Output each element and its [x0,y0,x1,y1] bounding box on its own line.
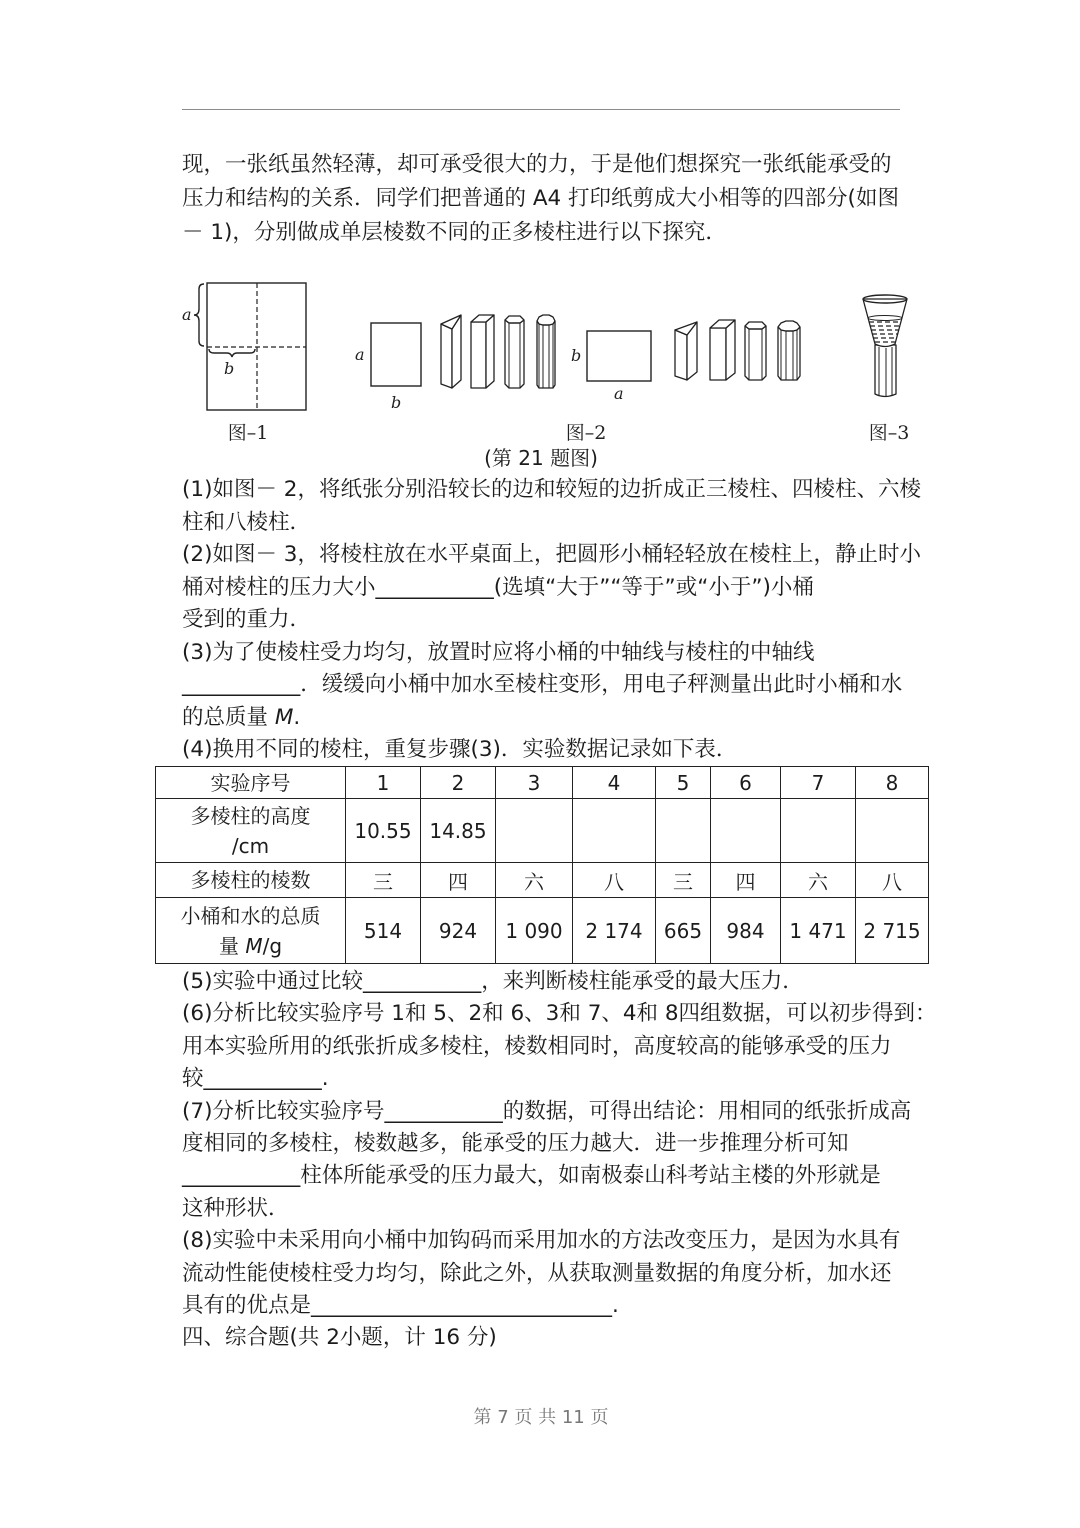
step-3-text: 的总质量 [182,704,275,730]
intro-line: 压力和结构的关系．同学们把普通的 A4 打印纸剪成大小相等的四部分(如图 [182,186,899,211]
step-3-line: (3)为了使棱柱受力均匀，放置时应将小桶的中轴线与棱柱的中轴线 [182,639,815,665]
step-4-line: (4)换用不同的棱柱，重复步骤(3)．实验数据记录如下表． [182,737,738,762]
table-cell: 三 [346,863,421,898]
page-footer: 第 7 页 共 11 页 [473,1407,609,1428]
question-7-line: 度相同的多棱柱，棱数越多，能承受的压力越大．进一步推理分析可知 [182,1130,849,1156]
step-1-line: (1)如图－ 2，将纸张分别沿较长的边和较短的边折成正三棱柱、四棱柱、六棱 [182,477,921,502]
table-cell: 665 [656,898,711,964]
fig2-tall-octagonal-prism [537,315,555,388]
fig2-short-octagonal-prism [778,321,800,380]
figure-3 [863,295,909,444]
question-5-line: (5)实验中通过比较___________，来判断棱柱能承受的最大压力． [182,969,804,994]
intro-line: 现，一张纸虽然轻薄，却可承受很大的力，于是他们想探究一张纸能承受的 [182,152,892,177]
table-cell: 10.55 [346,799,421,863]
table-cell: 2 174 [573,898,656,964]
fig2-short-triangular-prism [675,322,697,380]
step-3-line [182,702,921,735]
table-cell: 六 [781,863,856,898]
table-cell-empty [573,799,656,863]
row-header-unit: /g [262,933,283,958]
bucket-body [863,299,907,347]
question-7-line: (7)分析比较实验序号___________的数据，可得出结论：用相同的纸张折成高 [182,1098,912,1124]
step-2-line: 桶对棱柱的压力大小___________(选填“大于”“等于”或“小于”)小桶 [182,574,814,600]
table-cell: 6 [711,767,781,799]
table-cell: 1 090 [496,898,573,964]
variable-m: M [274,704,294,730]
question-8-line: (8)实验中未采用向小桶中加钩码而采用加水的方法改变压力，是因为水具有 [182,1228,901,1254]
row-header-mass [156,898,346,964]
fig2-tall-triangular-prism [441,315,461,388]
table-cell-empty [496,799,573,863]
fig2-square-label-a: a [355,345,365,364]
figure-group-caption: (第 21 题图) [484,446,598,470]
question-6-line: 较___________. [182,1066,329,1092]
row-header-line: 量 [218,933,246,958]
table-cell: 8 [856,767,929,799]
fig2-short-square-prism [710,320,735,380]
question-6-line: 用本实验所用的纸张折成多棱柱，棱数相同时，高度较高的能够承受的压力 [182,1033,892,1059]
step-3-period: . [293,704,301,730]
step-1-line: 柱和八棱柱． [182,509,312,535]
question-7-line: 这种形状． [182,1195,290,1221]
fig2-tall-square-prism [471,315,494,388]
intro-line: － 1)，分别做成单层棱数不同的正多棱柱进行以下探究． [182,220,727,245]
step-2-line: 受到的重力． [182,607,312,632]
table-cell: 14.85 [421,799,496,863]
table-cell: 六 [496,863,573,898]
fig2-square-label-b: b [391,393,402,412]
table-cell-empty [656,799,711,863]
table-cell-empty [711,799,781,863]
fig1-caption: 图–1 [227,422,269,444]
table-row-height [156,799,929,863]
table-row-mass [156,898,929,964]
row-header-edges: 多棱柱的棱数 [156,863,346,898]
fig1-brace-a [194,284,204,346]
figure-panel [0,260,1080,450]
table-row-trial-number [156,767,929,799]
question-7-line: ___________柱体所能承受的压力最大，如南极泰山科考站主楼的外形就是 [182,1163,881,1189]
table-cell: 四 [421,863,496,898]
figure-1 [182,283,306,444]
variable-m: M [245,933,263,958]
fig2-short-hexagonal-prism [745,322,766,380]
table-cell: 1 [346,767,421,799]
fig1-brace-b [209,349,255,357]
prism-face [486,315,494,388]
data-table [155,766,929,964]
table-cell: 3 [496,767,573,799]
table-cell: 5 [656,767,711,799]
fig2-rect-label-a: a [614,384,624,403]
row-header-trial-number: 实验序号 [156,767,346,799]
table-cell: 八 [573,863,656,898]
section-heading: 四、综合题(共 2小题，计 16 分) [182,1325,497,1351]
fig1-label-a: a [182,305,192,324]
table-cell-empty [856,799,929,863]
table-cell: 984 [711,898,781,964]
table-cell: 三 [656,863,711,898]
prism-face [710,328,726,380]
row-header-line: 小桶和水的总质 [180,903,321,928]
prism-face [726,320,735,380]
question-8-line: 具有的优点是____________________________. [182,1292,619,1318]
table-cell: 2 715 [856,898,929,964]
table-row-edges [156,863,929,898]
table-cell: 2 [421,767,496,799]
fig2-tall-hexagonal-prism [505,316,524,388]
fig3-prism-support [875,345,896,397]
row-header-line: 多棱柱的高度 [190,803,311,828]
figure-2 [355,315,800,444]
fig1-label-b: b [224,359,235,378]
fig2-square-sheet [371,323,421,386]
prism-face [441,324,452,388]
prism-outline [505,316,524,388]
table-cell: 924 [421,898,496,964]
step-3-line: ___________．缓缓向小桶中加水至棱柱变形，用电子秤测量出此时小桶和水 [182,672,903,697]
row-header-unit: /cm [231,833,270,858]
fig2-rect-label-b: b [571,346,582,365]
fig3-caption: 图–3 [868,422,910,444]
table-cell: 1 471 [781,898,856,964]
fig3-bucket [863,295,907,347]
table-cell: 7 [781,767,856,799]
question-6-line: (6)分析比较实验序号 1和 5、2和 6、3和 7、4和 8四组数据，可以初步得到： [182,1001,937,1027]
table-cell: 四 [711,863,781,898]
header-rule [182,109,900,110]
prism-outline [745,322,766,380]
procedure-steps [182,474,921,767]
intro-paragraph [182,148,899,250]
table-cell: 八 [856,863,929,898]
table-cell-empty [781,799,856,863]
question-8-line: 流动性能使棱柱受力均匀，除此之外，从获取测量数据的角度分析，加水还 [182,1260,892,1286]
prism-outline [537,315,555,388]
prism-face [471,322,486,388]
table-cell: 514 [346,898,421,964]
row-header-height [156,799,346,863]
prism-face [675,330,687,380]
fig2-rect-sheet [587,331,651,381]
table-cell: 4 [573,767,656,799]
questions-block [182,966,937,1355]
step-2-line: (2)如图－ 3，将棱柱放在水平桌面上，把圆形小桶轻轻放在棱柱上，静止时小 [182,542,921,567]
fig2-caption: 图–2 [565,422,607,444]
